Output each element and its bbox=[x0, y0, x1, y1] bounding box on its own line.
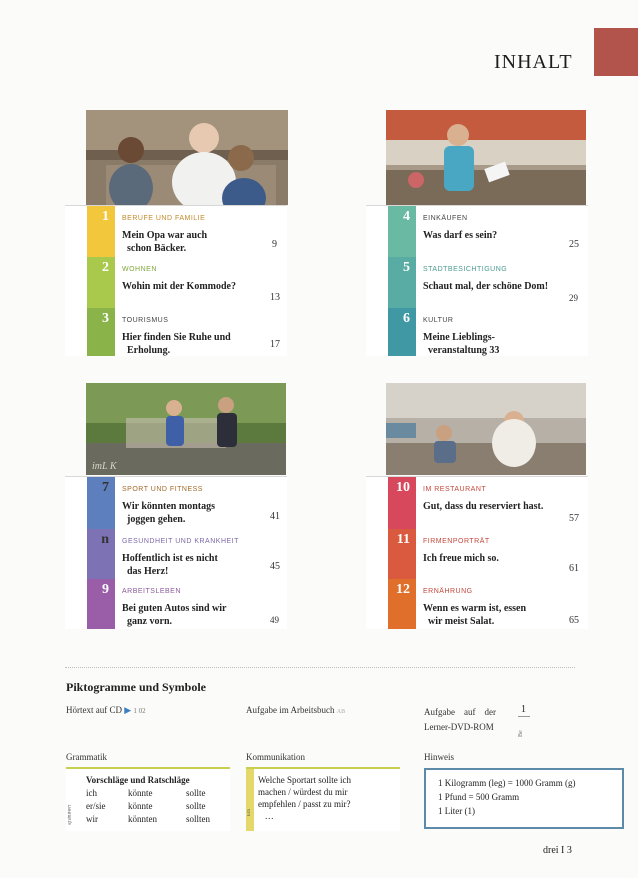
unit-page: 65 bbox=[569, 615, 579, 626]
unit-category: ERNÄHRUNG bbox=[423, 588, 473, 595]
page-number: drei I 3 bbox=[543, 845, 572, 856]
unit-category: EINKÄUFEN bbox=[423, 215, 468, 222]
hint-label: Hinweis bbox=[424, 752, 454, 762]
unit-title[interactable]: Mein Opa war auch schon Bäcker. bbox=[122, 230, 208, 254]
grammar-cell: könnten bbox=[128, 814, 157, 824]
dvd-badge-icon: Be bbox=[518, 716, 530, 737]
header-accent-tab bbox=[594, 28, 638, 76]
unit-category: KULTUR bbox=[423, 317, 454, 324]
unit-number: 11 bbox=[396, 532, 410, 547]
unit-number: 6 bbox=[403, 311, 410, 326]
unit-page: 13 bbox=[270, 292, 280, 303]
unit-title[interactable]: Ich freue mich so. bbox=[423, 553, 499, 564]
unit-title[interactable]: Wohin mit der Kommode? bbox=[122, 281, 236, 292]
unit-1-color-cell bbox=[87, 206, 115, 257]
workbook-label: Aufgabe im Arbeitsbuch bbox=[246, 705, 335, 715]
unit-2-color-cell bbox=[87, 257, 115, 308]
unit-number: 3 bbox=[102, 311, 109, 326]
unit-3-row[interactable] bbox=[65, 308, 287, 356]
unit-5-row[interactable] bbox=[366, 257, 588, 309]
workbook-badge: AB bbox=[336, 709, 346, 715]
unit-8-row[interactable] bbox=[65, 529, 287, 580]
module-4-table bbox=[366, 476, 588, 629]
unit-category: IM RESTAURANT bbox=[423, 486, 487, 493]
unit-number: 7 bbox=[102, 480, 109, 495]
hint-box bbox=[424, 768, 624, 829]
unit-number: 2 bbox=[102, 260, 109, 275]
unit-11-color-cell bbox=[388, 529, 416, 579]
unit-6-row[interactable] bbox=[366, 308, 588, 356]
unit-6-color-cell bbox=[388, 308, 416, 356]
unit-category: STADTBESICHTIGUNG bbox=[423, 266, 508, 273]
unit-9-row[interactable] bbox=[65, 579, 287, 629]
unit-category: WOHNEN bbox=[122, 266, 157, 273]
unit-category: ARBEITSLEBEN bbox=[122, 588, 181, 595]
unit-title[interactable]: Was darf es sein? bbox=[423, 230, 498, 241]
photo-caption: imL K bbox=[92, 461, 117, 472]
unit-title[interactable]: Meine Lieblings- veranstaltung 33 bbox=[423, 332, 500, 356]
unit-page: 61 bbox=[569, 563, 579, 574]
dvd-number: 1 bbox=[521, 704, 526, 715]
grammar-cell: er/sie bbox=[86, 801, 106, 811]
unit-number: 5 bbox=[403, 260, 410, 275]
communication-line: empfehlen / passt zu mir? bbox=[258, 799, 351, 809]
module-1-photo bbox=[86, 110, 288, 205]
grammar-side-mark: ஏன்ச்சா bbox=[67, 804, 73, 825]
communication-box bbox=[246, 767, 400, 831]
grammar-box bbox=[66, 767, 230, 831]
hint-line: 1 Kilogramm (leg) = 1000 Gramm (g) bbox=[438, 778, 576, 788]
unit-4-row[interactable] bbox=[366, 206, 588, 258]
unit-12-color-cell bbox=[388, 579, 416, 629]
grammar-cell: könnte bbox=[128, 801, 153, 811]
module-2-table bbox=[366, 205, 588, 356]
unit-number: 10 bbox=[396, 480, 410, 495]
unit-category: SPORT UND FITNESS bbox=[122, 486, 203, 493]
unit-page: 57 bbox=[569, 513, 579, 524]
unit-number: 9 bbox=[102, 582, 109, 597]
hint-line: 1 Pfund = 500 Gramm bbox=[438, 792, 520, 802]
unit-title[interactable]: Wir könnten montags joggen gehen. bbox=[122, 501, 215, 525]
module-3-table bbox=[65, 476, 287, 629]
grammar-label: Grammatik bbox=[66, 752, 107, 762]
communication-text bbox=[258, 774, 351, 822]
unit-number: n bbox=[101, 532, 109, 547]
audio-code: 1 02 bbox=[133, 707, 146, 715]
page-title: INHALT bbox=[494, 51, 573, 73]
unit-title[interactable]: Hier finden Sie Ruhe und Erholung. bbox=[122, 332, 231, 356]
unit-1-row[interactable] bbox=[65, 206, 287, 258]
dvd-legend-label: Aufgabe auf der Lerner-DVD-ROM bbox=[424, 707, 496, 732]
unit-page: 45 bbox=[270, 561, 280, 572]
unit-8-color-cell bbox=[87, 529, 115, 579]
unit-7-color-cell bbox=[87, 477, 115, 529]
unit-page: 17 bbox=[270, 339, 280, 350]
unit-title[interactable]: Schaut mal, der schöne Dom! bbox=[423, 281, 549, 292]
hint-line: 1 Liter (1) bbox=[438, 806, 475, 816]
unit-11-row[interactable] bbox=[366, 529, 588, 580]
unit-5-color-cell bbox=[388, 257, 416, 308]
unit-7-row[interactable] bbox=[65, 477, 287, 530]
unit-12-row[interactable] bbox=[366, 579, 588, 629]
communication-line: machen / würdest du mir bbox=[258, 787, 348, 797]
unit-title[interactable]: Hoffentlich ist es nicht das Herz! bbox=[122, 553, 218, 577]
unit-number: 1 bbox=[102, 209, 109, 224]
play-triangle-icon: ▶ bbox=[124, 705, 132, 715]
unit-number: 4 bbox=[403, 209, 410, 224]
workbook-legend bbox=[246, 705, 345, 715]
grammar-cell: sollte bbox=[186, 801, 206, 811]
communication-stripe bbox=[246, 769, 254, 831]
communication-label: Kommunikation bbox=[246, 752, 305, 762]
communication-line: Welche Sportart sollte ich bbox=[258, 775, 351, 785]
unit-title[interactable]: Bei guten Autos sind wir ganz vorn. bbox=[122, 603, 227, 627]
module-4-photo bbox=[386, 383, 586, 475]
communication-side-mark: Em bbox=[247, 809, 252, 816]
pictograms-heading: Piktogramme und Symbole bbox=[66, 680, 207, 694]
unit-title[interactable]: Wenn es warm ist, essen wir meist Salat. bbox=[423, 603, 527, 627]
unit-10-row[interactable] bbox=[366, 477, 588, 530]
unit-3-color-cell bbox=[87, 308, 115, 356]
unit-number: 12 bbox=[396, 582, 410, 597]
grammar-cell: könnte bbox=[128, 788, 153, 798]
grammar-cell: ich bbox=[86, 788, 97, 798]
unit-page: 41 bbox=[270, 511, 280, 522]
unit-category: FIRMENPORTRÄT bbox=[423, 538, 490, 545]
unit-page: 29 bbox=[569, 293, 578, 303]
audio-label: Hörtext auf CD bbox=[66, 705, 122, 715]
section-divider bbox=[65, 667, 575, 668]
unit-title[interactable]: Gut, dass du reserviert hast. bbox=[423, 501, 544, 512]
unit-category: GESUNDHEIT UND KRANKHEIT bbox=[122, 538, 239, 545]
unit-4-color-cell bbox=[388, 206, 416, 257]
module-2-photo bbox=[386, 110, 586, 205]
communication-line: … bbox=[258, 811, 274, 821]
unit-9-color-cell bbox=[87, 579, 115, 629]
grammar-cell: sollte bbox=[186, 788, 206, 798]
unit-category: BERUFE UND FAMILIE bbox=[122, 215, 206, 222]
grammar-cell: sollten bbox=[186, 814, 210, 824]
module-1-table bbox=[65, 205, 287, 356]
unit-page: 9 bbox=[272, 239, 277, 250]
audio-legend bbox=[66, 705, 146, 716]
unit-page: 25 bbox=[569, 239, 579, 250]
unit-page: 49 bbox=[270, 615, 279, 625]
unit-10-color-cell bbox=[388, 477, 416, 529]
unit-2-row[interactable] bbox=[65, 257, 287, 309]
unit-category: TOURISMUS bbox=[122, 317, 169, 324]
grammar-cell: wir bbox=[86, 814, 98, 824]
grammar-title: Vorschläge und Ratschläge bbox=[86, 775, 190, 785]
